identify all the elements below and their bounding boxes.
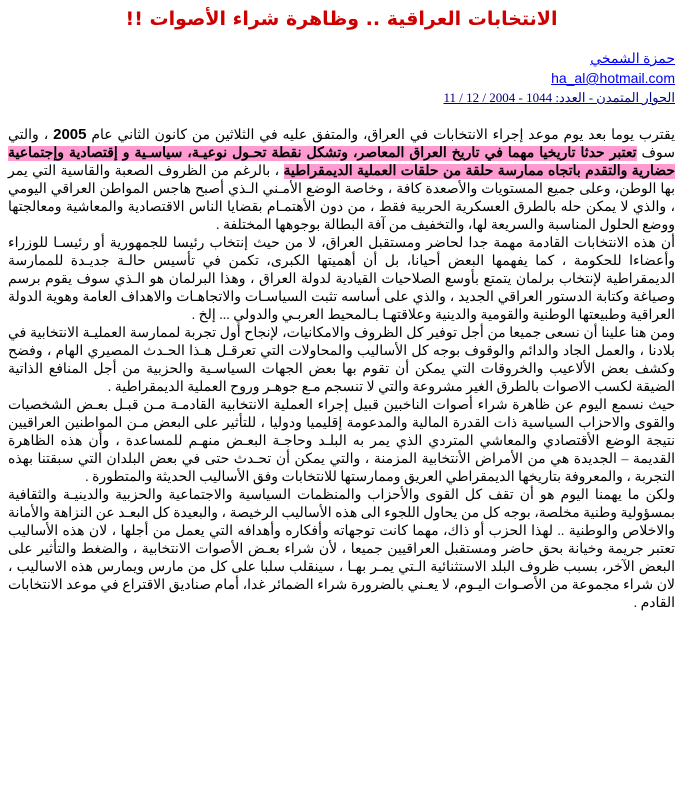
- paragraph-2: أن هذه الانتخابات القادمة مهمة جدا لحاضر ومستقبل العراق، لا من حيث إنتخاب رئيسا للجمهورية أو رئيسـا للوزراء وأعضاءا للحكومة ، كما يفهمها البعض أحيانا، بل أن أهميتها الكبرى، تكمن في تأسيس حالـة جديـدة للممارسة الديمقراطية لإنتخاب برلمان يتمتع بأوسع الصلاحيات القيادية لدولة العراق ، وهذا البرلمان هو الـذي سوف يقوم برسم وصياغة وكتابة الدستور العراقي الجديد ، والذي على أساسه تثبت السياسـات والاتجاهـات والاهداف العامة وهوية الدولة العراقية وطبيعتها الوطنية والقومية والدينية وعلاقتهـا بـالمحيط العربـي والدولي ... إلخ .: [8, 236, 675, 323]
- article-meta: [444, 50, 676, 107]
- year-text: 2005: [53, 126, 87, 143]
- article-body: [8, 126, 675, 613]
- highlighted-text: تعتبر حدثا تاريخيا مهما في تاريخ العراق المعاصر، وتشكل نقطة تحـول نوعيـة، سياسـية و إقتصادية وإجتماعية حضارية والتقدم باتجاه ممارسة حلقة من حلقات العملية الديمقراطية: [8, 146, 676, 179]
- paragraph-4: حيث نسمع اليوم عن ظاهرة شراء أصوات الناخبين قبيل إجراء العملية الانتخابية القادمـة مـن قبـل بعـض الشخصيات والقوى والاحزاب السياسية ذات القدرة المالية والمدعومة إقليميا ودوليا ، للتأثير على البعض مـن المواطنين العراقيين نتيجة الوضع الأقتصادي والمعاشي المتردي الذي يمر به البلـد وحاجـة البعـض منهـم للمساعدة ، وأن هذه الظاهرة القديمة – الجديدة هي من الأمراض الأنتخابية المزمنة ، والتي يمكن أن تحـدث حتى في بعض البلدان التي سبقتنا بهذه التجربة ، والمعروفة بتاريخها الديمقراطي العريق وممارستها للانتخابات وفق الأساليب الحديثة والمتطورة .: [8, 398, 675, 485]
- paragraph-1: [8, 126, 675, 235]
- paragraph-1-end: ، بالرغم من الظروف الصعبة والقاسية التي يمر بها الوطن، وعلى جميع المستويات والأصعدة كافة ، وخاصة الوضع الأمـني الـذي أصبح هاجس المواطن العراقي اليومي ، والذي لا يمكن حله بالطرق العسكرية الحربية فقط ، من دون الأهتمـام بقضايا الناس الاقتصادية والمعاشية ومعالجتها ووضع الحلول المناسبة والسريعة لها، والتخفيف من آفة البطالة بوجوهها المختلفة .: [8, 164, 675, 233]
- article-page: [8, 6, 675, 796]
- paragraph-1-comma: ، والتي سوف: [8, 128, 675, 161]
- article-title: الانتخابات العراقية .. وظاهرة شراء الأصوات !!: [125, 8, 558, 30]
- issue-link[interactable]: الحوار المتمدن - العدد: 1044 - 2004 / 12 / 11: [443, 90, 675, 105]
- paragraph-1-start: يقترب يوما بعد يوم موعد إجراء الانتخابات في العراق، والمتفق عليه في الثلاثين من كانون الثاني عام: [86, 128, 675, 143]
- paragraph-5: ولكن ما يهمنا اليوم هو أن تقف كل القوى والأحزاب والمنظمات السياسية والاجتماعية والحزبية والدينيـة والثقافية بمسؤولية وطنية مخلصة، بوجه كل من يحاول اللجوء الى هذه الأساليب الرخيصة ، والبعيدة كل البعـد عن النزاهة والأمانة والاخلاص والوطنية .. لهذا الحزب أو ذاك، مهما كانت توجهاته وأفكاره وأهدافه التي يعمل من أجلها ، لان هذه الأساليب تعتبر جريمة وخيانة بحق حاضر ومستقبل العراقيين جميعا ، لأن شراء بعـض الأصوات الانتخابية ، والضغط والتأثير على البعض الآخر، بسبب ظروف البلد الاستثنائية الـتي يمـر بهـا ، سينقلب سلبا على كل من مارس ويمارس هذه الاساليب ، لان شراء مجموعة من الأصـوات اليـوم، لا يعـني بالضرورة شراء الضمائر غدا، أمام صناديق الاقتراع في موعد الانتخابات القادم .: [8, 488, 675, 611]
- author-link[interactable]: حمزة الشمخي: [590, 52, 675, 67]
- paragraph-3: ومن هنا علينا أن نسعى جميعا من أجل توفير كل الظروف والامكانيات، لإنجاح أول تجربة لممارسة العمليـة الانتخابية في بلادنا ، والعمل الجاد والدائم والوقوف بوجه كل الأساليب والمحاولات التي تعرقـل هـذا الحـدث المصيري الهام ، وفضح وكشف بعض الألاعيب والخروقات التي يمكن أن تقوم بها بعض الجهات السياسـية والحزبية من أجل المنافع الذاتية الضيقة لكسب الاصوات بالطرق الغير مشروعة والتي لا تنسجم مـع جوهـر وروح العملية الديمقراطية .: [8, 326, 675, 395]
- author-email-link[interactable]: ha_al@hotmail.com: [551, 70, 675, 86]
